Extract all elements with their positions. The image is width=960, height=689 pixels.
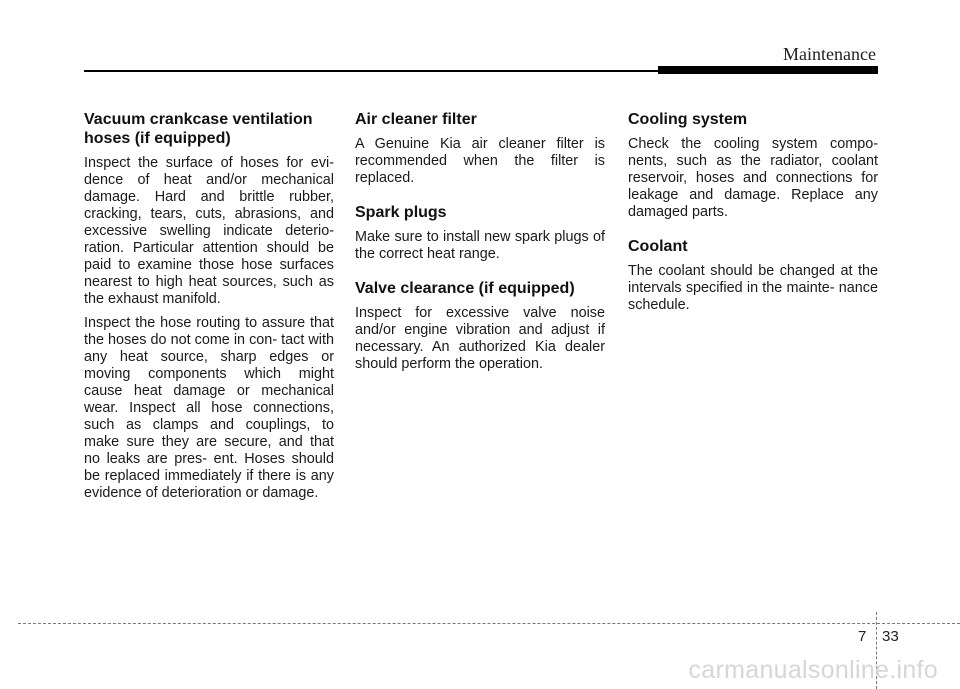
section-header: Maintenance (783, 44, 876, 64)
column-2 (355, 110, 605, 380)
watermark: carmanualsonline.info (688, 656, 938, 684)
footer-divider (18, 623, 960, 624)
header-rule (84, 70, 662, 72)
vacuum-hoses-paragraph-2: Inspect the hose routing to assure that the hoses do not come in con- tact with any heat source, sharp edges or moving components which might cause heat damage or mechanical wear. Inspect all hose connections, such as clamps and couplings, to make sure they are secure, and that no leaks are pres- ent. Hoses should be replaced immediately if there is any evidence of deterioration or damage. (84, 315, 334, 501)
valve-clearance-heading: Valve clearance (if equipped) (355, 280, 575, 297)
column-3 (628, 110, 878, 321)
vacuum-hoses-heading: Vacuum crankcase ventilation hoses (if equipped) (84, 111, 313, 147)
cooling-system-text: Check the cooling system compo- nents, such as the radiator, coolant reservoir, hoses and connections for leakage and damage. Replace any damaged parts. (628, 136, 878, 220)
header-rule-thick (658, 66, 878, 74)
coolant-text: The coolant should be changed at the intervals specified in the mainte- nance schedule. (628, 263, 878, 313)
coolant-heading: Coolant (628, 238, 688, 255)
air-cleaner-text: A Genuine Kia air cleaner filter is recommended when the filter is replaced. (355, 136, 605, 186)
chapter-number: 7 (858, 628, 867, 645)
air-cleaner-heading: Air cleaner filter (355, 111, 477, 128)
valve-clearance-text: Inspect for excessive valve noise and/or engine vibration and adjust if necessary. An authorized Kia dealer should perform the operation. (355, 305, 605, 372)
vacuum-hoses-paragraph-1: Inspect the surface of hoses for evi- dence of heat and/or mechanical damage. Hard and brittle rubber, cracking, tears, cuts, abrasions, and excessive swelling indicate deterio- ration. Particular attention should be paid to examine those hose surfaces nearest to high heat sources, such as the exhaust manifold. (84, 155, 334, 307)
page-number: 33 (882, 628, 899, 645)
cooling-system-heading: Cooling system (628, 111, 748, 128)
column-1 (84, 110, 334, 509)
spark-plugs-text: Make sure to install new spark plugs of the correct heat range. (355, 229, 605, 262)
spark-plugs-heading: Spark plugs (355, 204, 447, 221)
